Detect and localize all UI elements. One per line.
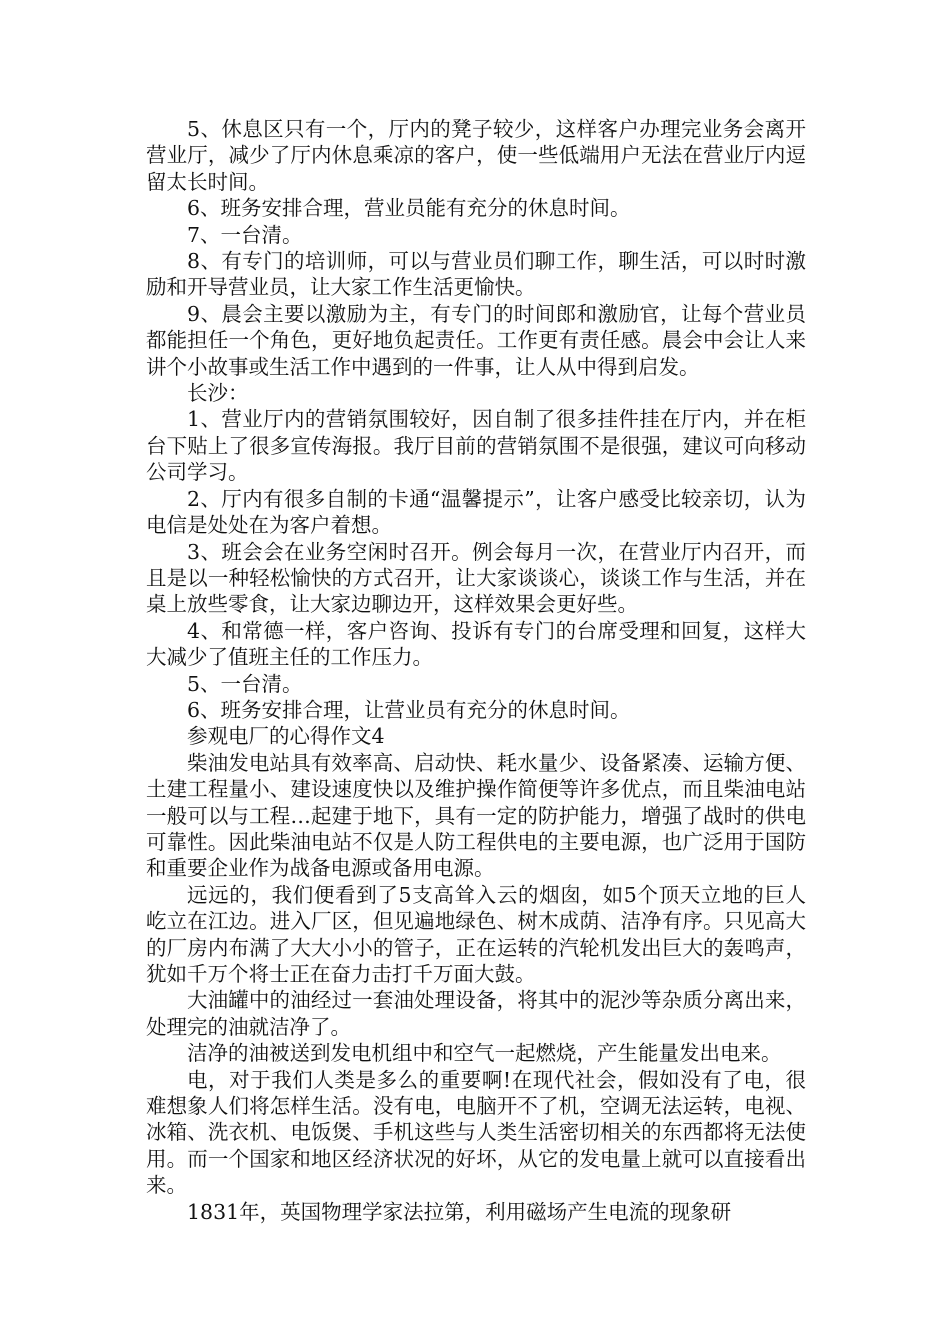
paragraph-shift-arrangement: 6、班务安排合理，营业员能有充分的休息时间。	[187, 196, 631, 221]
paragraph-rest-area: 5、休息区只有一个，厅内的凳子较少，这样客户办理完业务会离开营业厅，减少了厅内休息乘凉的客户，使一些低端用户无法在营业厅内逗留太长时间。	[146, 117, 806, 194]
paragraph-chimneys: 远远的，我们便看到了5支高耸入云的烟囱，如5个顶天立地的巨人屹立在江边。进入厂区，但见遍地绿色、树木成荫、洁净有序。只见高大的厂房内布满了大大小小的管子，正在运转的汽轮机发出巨大的轰鸣声，犹如千万个将士正在奋力击打千万面大鼓。	[146, 882, 806, 986]
paragraph-one-desk: 7、一台清。	[187, 222, 303, 247]
paragraph-importance-of-electricity: 电，对于我们人类是多么的重要啊!在现代社会，假如没有了电，很难想象人们将怎样生活。没有电，电脑开不了机，空调无法运转，电视、冰箱、洗衣机、电饭煲、手机这些与人类生活密切相关的东西都将无法使用。而一个国家和地区经济状况的好坏，从它的发电量上就可以直接看出来。	[146, 1067, 806, 1198]
paragraph-clean-oil: 洁净的油被送到发电机组中和空气一起燃烧，产生能量发出电来。	[187, 1041, 782, 1066]
document-body	[146, 116, 806, 1225]
paragraph-warm-tips: 2、厅内有很多自制的卡通“温馨提示”，让客户感受比较亲切，认为电信是处处在为客户着想。	[146, 486, 806, 538]
paragraph-faraday: 1831年，英国物理学家法拉第，利用磁场产生电流的现象研	[187, 1199, 732, 1224]
paragraph-oil-tank: 大油罐中的油经过一套油处理设备，将其中的泥沙等杂质分离出来，处理完的油就洁净了。	[146, 988, 806, 1039]
paragraph-shift-arrangement-2: 6、班务安排合理，让营业员有充分的休息时间。	[187, 697, 631, 722]
paragraph-marketing-atmosphere: 1、营业厅内的营销氛围较好，因自制了很多挂件挂在厅内，并在柜台下贴上了很多宣传海报。我厅目前的营销氛围不是很强，建议可向移动公司学习。	[146, 407, 806, 485]
section-heading-essay-4: 参观电厂的心得作文4	[187, 724, 385, 749]
paragraph-morning-meeting: 9、晨会主要以激励为主，有专门的时间郎和激励官，让每个营业员都能担任一个角色，更好地负起责任。工作更有责任感。晨会中会让人来讲个小故事或生活工作中遇到的一件事，让人从中得到启发。	[146, 301, 806, 379]
paragraph-consultation-desk: 4、和常德一样，客户咨询、投诉有专门的台席受理和回复，这样大大减少了值班主任的工作压力。	[146, 618, 806, 670]
paragraph-team-meeting: 3、班会会在业务空闲时召开。例会每月一次，在营业厅内召开，而且是以一种轻松愉快的方式召开，让大家谈谈心，谈谈工作与生活，并在桌上放些零食，让大家边聊边开，这样效果会更好些。	[146, 539, 806, 617]
paragraph-diesel-station: 柴油发电站具有效率高、启动快、耗水量少、设备紧凑、运输方便、土建工程量小、建设速度快以及维护操作简便等许多优点，而且柴油电站一般可以与工程…起建于地下，具有一定的防护能力，增强了战时的供电可靠性。因此柴油电站不仅是人防工程供电的主要电源，也广泛用于国防和重要企业作为战备电源或备用电源。	[146, 750, 806, 881]
paragraph-one-desk-2: 5、一台清。	[187, 671, 303, 696]
section-heading-changsha: 长沙：	[187, 381, 249, 406]
paragraph-trainer: 8、有专门的培训师，可以与营业员们聊工作，聊生活，可以时时激励和开导营业员，让大家工作生活更愉快。	[146, 249, 806, 300]
